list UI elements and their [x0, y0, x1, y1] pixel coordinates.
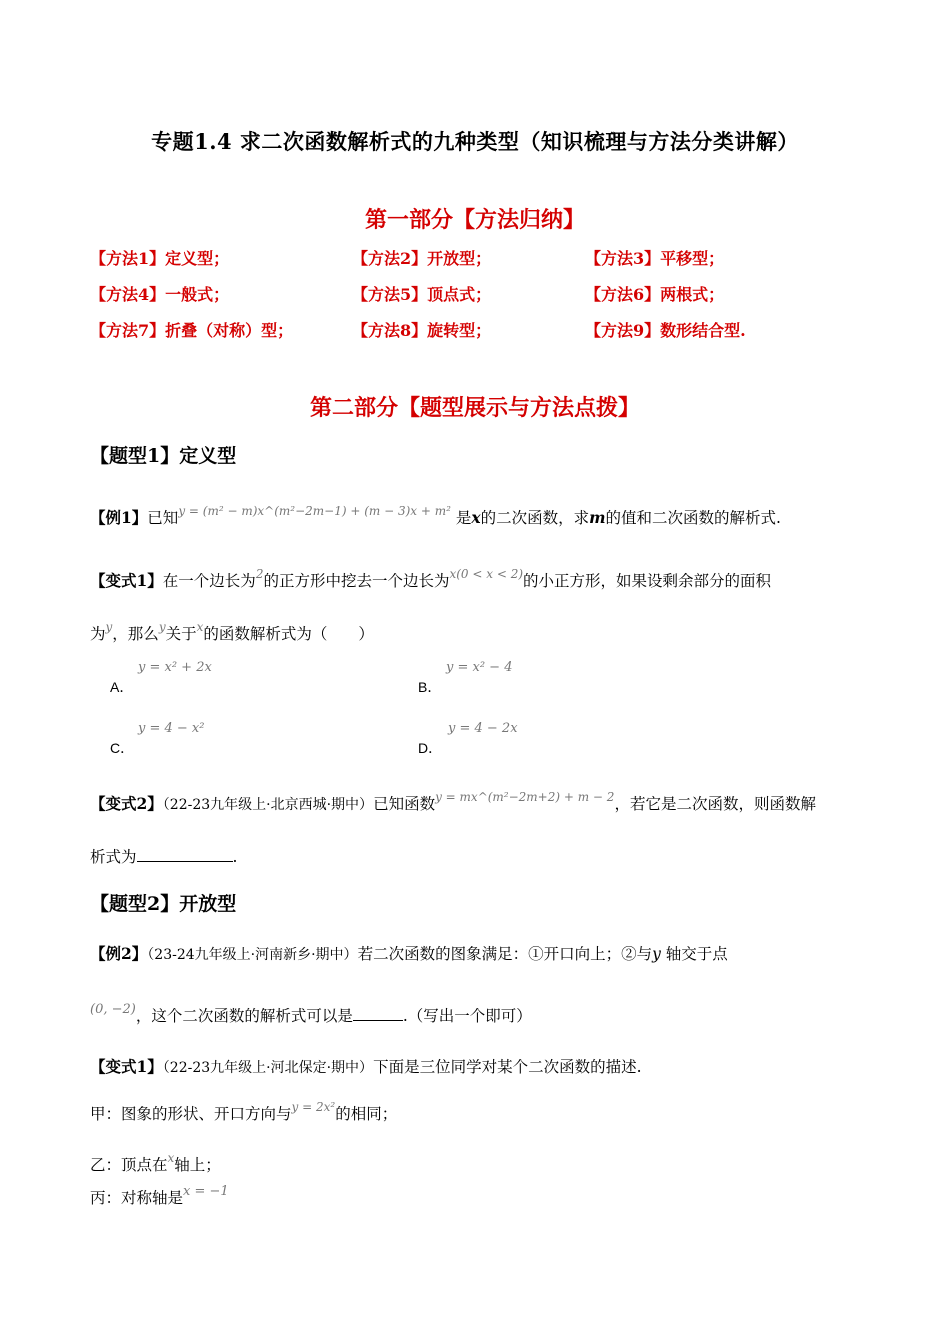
- statement-jia: 甲：图象的形状、开口方向与$^{y = 2x^2}$的相同；: [90, 1100, 398, 1123]
- variant-1-line2: 为$^y$，那么$^y$关于$^x$的函数解析式为（ ）: [90, 620, 374, 643]
- variant-2-line1: 【变式2】（22-23九年级上·北京西城·期中）已知函数$^{y = mx\^{}(m^2-2m+2) + m - 2}$，若它是二次函数，则函数解: [90, 790, 816, 813]
- method-3: 【方法3】平移型；: [585, 249, 725, 268]
- statement-yi: 乙：顶点在$^x$轴上；: [90, 1151, 221, 1174]
- method-9: 【方法9】数形结合型.: [585, 321, 746, 340]
- part2-heading: 第二部分【题型展示与方法点拨】: [309, 395, 640, 421]
- method-8: 【方法8】旋转型；: [352, 321, 492, 340]
- variant-2-1: 【变式1】（22-23九年级上·河北保定·期中）下面是三位同学对某个二次函数的描述.: [90, 1057, 642, 1076]
- method-2: 【方法2】开放型；: [352, 249, 492, 268]
- answer-blank[interactable]: [353, 1020, 403, 1021]
- method-4: 【方法4】一般式；: [90, 285, 230, 304]
- option-a: y = x² + 2x A．: [110, 660, 212, 695]
- formula-ex1: y = (m² − m)x^(m²−2m−1) + (m − 3)x + m²: [178, 504, 451, 518]
- method-7: 【方法7】折叠（对称）型；: [90, 321, 294, 340]
- part1-heading: 第一部分【方法归纳】: [364, 207, 585, 233]
- example-2-line1: 【例2】（23-24九年级上·河南新乡·期中）若二次函数的图象满足：①开口向上；②与y 轴交于点: [90, 944, 728, 963]
- method-6: 【方法6】两根式；: [585, 285, 725, 304]
- example-2-line2: $^{(0, -2)}$，这个二次函数的解析式可以是 .（写出一个即可）: [90, 1002, 532, 1025]
- method-5: 【方法5】顶点式；: [352, 285, 492, 304]
- variant-2-line2: 析式为 .: [90, 848, 238, 866]
- page-title: 专题1.4 求二次函数解析式的九种类型（知识梳理与方法分类讲解）: [151, 129, 799, 154]
- type2-heading: 【题型2】开放型: [90, 893, 237, 915]
- option-c: y = 4 − x² C．: [110, 721, 205, 756]
- variant-1-line1: 【变式1】在一个边长为$^2$的正方形中挖去一个边长为$^{x(0 < x < 2)}$的小正方形，如果设剩余部分的面积: [90, 567, 772, 590]
- method-1: 【方法1】定义型；: [90, 249, 230, 268]
- example-1: 【例1】已知$^{y = (m^2 - m)x\^{}(m^2-2m-1) + (m - 3)x + m^2}$ 是x的二次函数，求m的值和二次函数的解析式.: [90, 504, 781, 527]
- answer-blank[interactable]: [137, 861, 233, 862]
- type1-heading: 【题型1】定义型: [90, 445, 237, 467]
- option-b: y = x² − 4 B．: [418, 660, 513, 695]
- option-d: y = 4 − 2x D．: [418, 721, 518, 756]
- statement-bing: 丙：对称轴是$^{x = -1}$: [90, 1184, 229, 1207]
- formula-var2: y = mx^(m²−2m+2) + m − 2: [435, 790, 615, 804]
